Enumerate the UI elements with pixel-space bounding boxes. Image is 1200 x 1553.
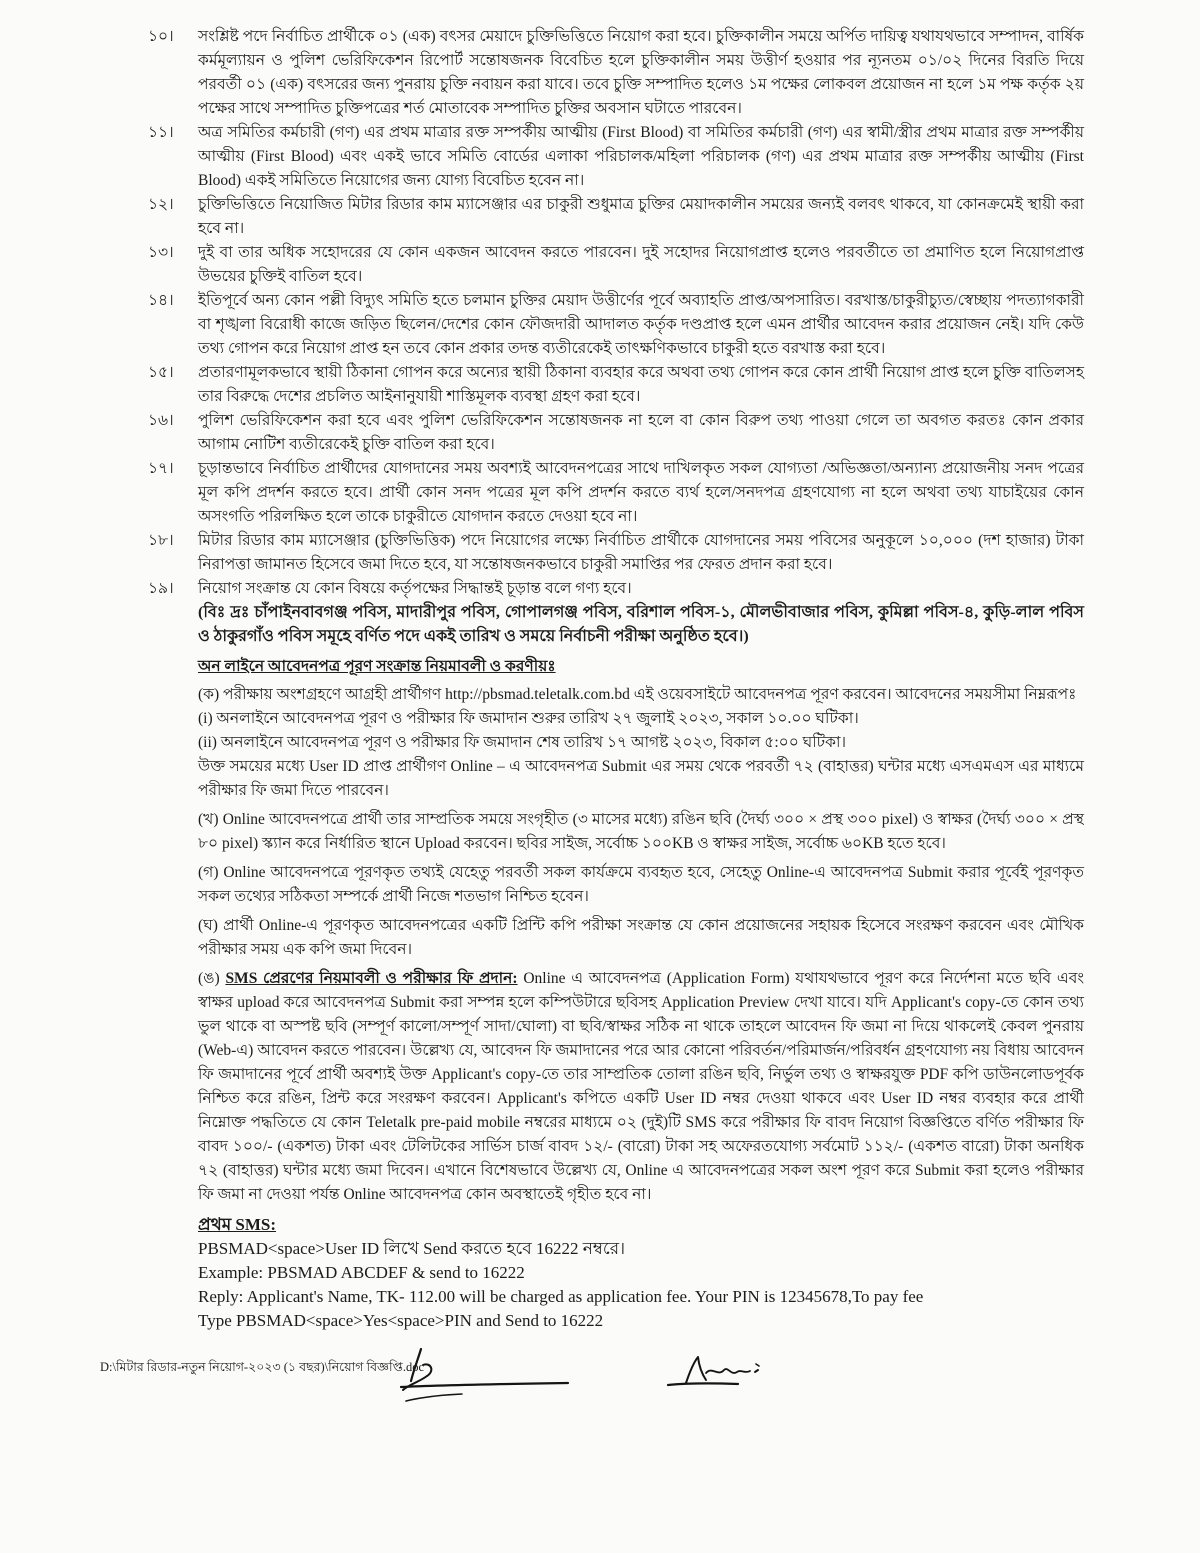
signature-left [400,1345,575,1419]
online-section-heading: অন লাইনে আবেদনপত্র পূরণ সংক্রান্ত নিয়মাবলী ও করণীয়ঃ [198,658,556,675]
clause-number: ১৯। [148,580,174,597]
clause-number: ১০। [148,28,174,45]
application-website-url: http://pbsmad.teletalk.com.bd [445,686,630,703]
signature-left-icon [400,1345,575,1415]
footer [100,1359,1084,1419]
signature-right [666,1351,771,1399]
item-ka-end-date: (ii) অনলাইনে আবেদনপত্র পূরণ ও পরীক্ষার ফি জমাদান শেষ তারিখ ১৭ আগষ্ট ২০২৩, বিকাল ৫:০০ ঘটিকা। [198,734,847,751]
clause-10 [140,25,1084,121]
item-ka [198,683,1084,707]
footer-file-path: D:\মিটার রিডার-নতুন নিয়োগ-২০২৩ (১ বছর)\নিয়োগ বিজ্ঞপ্তি.doc [100,1360,425,1374]
clause-17 [140,457,1084,529]
item-umo-body: Online এ আবেদনপত্র (Application Form) যথাযথভাবে পূরণ করে নির্দেশনা মতে ছবি এবং স্বাক্ষর upload করে আবেদনপত্র Submit করা সম্পন্ন হলে কম্পিউটারে ছবিসহ Application Preview দেখা যাবে। যদি Applicant's copy-তে কোন তথ্য ভুল থাকে বা অস্পষ্ট ছবি (সম্পূর্ণ কালো/সম্পূর্ণ সাদা/ঘোলা) বা ছবি/স্বাক্ষর সঠিক না থাকে তাহলে আবেদন ফি জমা না দিয়ে থাকলেই কেবল পুনরায় (Web-এ) আবেদন করতে পারবেন। উল্লেখ্য যে, আবেদন ফি জমাদানের পরে আর কোনো পরিবর্তন/পরিমার্জন/পরিবর্ধন গ্রহণযোগ্য নয় বিধায় আবেদন ফি জমাদানের পূর্বে প্রার্থী অবশ্যই উক্ত Applicant's copy-তে তার সাম্প্রতিক তোলা রঙিন ছবি, নির্ভুল তথ্য ও স্বাক্ষরযুক্ত PDF কপি ডাউনলোডপূর্বক নিশ্চিত করে রঙিন, প্রিন্ট করে সংরক্ষণ করবেন। Applicant's কপিতে একটি User ID নম্বর দেওয়া থাকবে এবং User ID নম্বর ব্যবহার করে প্রার্থী নিম্নোক্ত পদ্ধতিতে যে কোন Teletalk pre-paid mobile নম্বরের মাধ্যমে ০২ (দুই)টি SMS করে পরীক্ষার ফি বাবদ নিয়োগ বিজ্ঞপ্তিতে বর্ণিত পরীক্ষার ফি বাবদ ১০০/- (একশত) টাকা এবং টেলিটকের সার্ভিস চার্জ বাবদ ১২/- (বারো) টাকা সহ অফেরতযোগ্য সর্বমোট ১১২/- (একশত বারো) টাকা অনধিক ৭২ (বাহাত্তর) ঘন্টার মধ্যে জমা দিবেন। এখানে বিশেষভাবে উল্লেখ্য যে, Online এ আবেদনপত্রের সকল অংশ পূরণ করে Submit করা হলেও পরীক্ষার ফি জমা না দেওয়া পর্যন্ত Online আবেদনপত্র কোন অবস্থাতেই গৃহীত হবে না। [198,970,1085,1203]
signature-right-icon [666,1351,771,1395]
clause-text: ইতিপূর্বে অন্য কোন পল্লী বিদ্যুৎ সমিতি হতে চলমান চুক্তির মেয়াদ উত্তীর্ণের পূর্বে অব্যাহতি প্রাপ্ত/অপসারিত। বরখাস্ত/চাকুরীচ্যুত/স্বেচ্ছায় পদত্যাগকারী বা শৃঙ্খলা বিরোধী কাজে জড়িত ছিলেন/দেশের কোন ফৌজদারী আদালত কর্তৃক দণ্ডপ্রাপ্ত হলে এমন প্রার্থীর আবেদন করার প্রয়োজন নেই। যদি কেউ তথ্য গোপন করে নিয়োগ প্রাপ্ত হন তবে কোন প্রকার তদন্ত ব্যতীরেকেই তাৎক্ষণিকভাবে চাকুরী হতে বরখাস্ত করা হবে। [198,292,1084,357]
document-body [100,25,1085,1419]
clause-19-note: (বিঃ দ্রঃ চাঁপাইনবাবগঞ্জ পবিস, মাদারীপুর পবিস, গোপালগঞ্জ পবিস, বরিশাল পবিস-১, মৌলভীবাজার পবিস, কুমিল্লা পবিস-৪, কুড়ি-লাল পবিস ও ঠাকুরগাঁও পবিস সমূহে বর্ণিত পদে একই তারিখ ও সময়ে নির্বাচনী পরীক্ষা অনুষ্ঠিত হবে।) [198,604,1084,645]
clause-number: ১৫। [148,364,174,381]
clause-text: দুই বা তার অধিক সহোদরের যে কোন একজন আবেদন করতে পারবেন। দুই সহোদর নিয়োগপ্রাপ্ত হলেও পরবর্তীতে তা প্রমাণিত হলে নিয়োগপ্রাপ্ত উভয়ের চুক্তিই বাতিল হবে। [198,244,1084,285]
clause-14 [140,289,1084,361]
clause-number: ১৬। [148,412,174,429]
clause-13 [140,241,1084,289]
clause-number: ১২। [148,196,174,213]
online-application-section [198,655,1084,1333]
clause-15 [140,361,1084,409]
clause-number: ১৮। [148,532,174,549]
clause-number: ১১। [148,124,174,141]
sms-example-line: Example: PBSMAD ABCDEF & send to 16222 [198,1263,525,1282]
sms-instruction-line: PBSMAD<space>User ID লিখে Send করতে হবে 16222 নম্বরে। [198,1239,626,1258]
clause-18 [140,529,1084,577]
clause-text: অত্র সমিতির কর্মচারী (গণ) এর প্রথম মাত্রার রক্ত সম্পর্কীয় আত্মীয় (First Blood) বা সমিতির কর্মচারী (গণ) এর স্বামী/স্ত্রীর প্রথম মাত্রার রক্ত সম্পর্কীয় আত্মীয় (First Blood) এবং একই ভাবে সমিতি বোর্ডের এলাকা পরিচালক/মহিলা পরিচালক (গণ) এর প্রথম মাত্রার রক্ত সম্পর্কীয় আত্মীয় (First Blood) একই সমিতিতে নিয়োগের জন্য যোগ্য বিবেচিত হবেন না। [198,124,1084,189]
clause-text: নিয়োগ সংক্রান্ত যে কোন বিষয়ে কর্তৃপক্ষের সিদ্ধান্তই চূড়ান্ত বলে গণ্য হবে। [198,580,632,597]
item-ga: (গ) Online আবেদনপত্রে পূরণকৃত তথ্যই যেহেতু পরবর্তী সকল কার্যক্রমে ব্যবহৃত হবে, সেহেতু Online-এ আবেদনপত্র Submit করার পূর্বেই পূরণকৃত সকল তথ্যের সঠিকতা সম্পর্কে প্রার্থী নিজে শতভাগ নিশ্চিত হবেন। [198,864,1084,905]
clause-19 [140,577,1084,601]
item-umo-label: (ঙ) [198,970,226,987]
item-umo-title: SMS প্রেরণের নিয়মাবলী ও পরীক্ষার ফি প্রদান: [225,970,518,987]
item-kha: (খ) Online আবেদনপত্রে প্রার্থী তার সাম্প্রতিক সময়ে সংগৃহীত (৩ মাসের মধ্যে) রঙিন ছবি (দৈর্ঘ্য ৩০০ × প্রস্থ ৩০০ pixel) ও স্বাক্ষর (দৈর্ঘ্য ৩০০ × প্রস্থ ৮০ pixel) স্ক্যান করে নির্ধারিত স্থানে Upload করবেন। ছবির সাইজ, সর্বোচ্চ ১০০KB ও স্বাক্ষর সাইজ, সর্বোচ্চ ৬০KB হতে হবে। [198,811,1084,852]
item-ka-text-start: (ক) পরীক্ষায় অংশগ্রহণে আগ্রহী প্রার্থীগণ [198,686,446,703]
item-gha: (ঘ) প্রার্থী Online-এ পূরণকৃত আবেদনপত্রের একটি প্রিন্টি কপি পরীক্ষা সংক্রান্ত যে কোন প্রয়োজনের সহায়ক হিসেবে সংরক্ষণ করবেন এবং মৌখিক পরীক্ষার সময় এক কপি জমা দিবেন। [198,917,1084,958]
clause-text: মিটার রিডার কাম ম্যাসেঞ্জার (চুক্তিভিত্তিক) পদে নিয়োগের লক্ষ্যে নির্বাচিত প্রার্থীকে যোগদানের সময় পবিসের অনুকূলে ১০,০০০ (দশ হাজার) টাকা নিরাপত্তা জামানত হিসেবে জমা দিতে হবে, যা সন্তোষজনকভাবে চাকুরী সমাপ্তির পর ফেরত প্রদান করা হবে। [198,532,1084,573]
clause-text: প্রতারণামূলকভাবে স্থায়ী ঠিকানা গোপন করে অন্যের স্থায়ী ঠিকানা ব্যবহার করে অথবা তথ্য গোপন করে কোন প্রার্থী নিয়োগ প্রাপ্ত হলে চুক্তি বাতিলসহ তার বিরুদ্ধে দেশের প্রচলিত আইনানুযায়ী শাস্তিমূলক ব্যবস্থা গ্রহণ করা হবে। [198,364,1084,405]
clause-number: ১৭। [148,460,174,477]
clause-text: সংশ্লিষ্ট পদে নির্বাচিত প্রার্থীকে ০১ (এক) বৎসর মেয়াদে চুক্তিভিত্তিতে নিয়োগ করা হবে। চুক্তিকালীন সময়ে অর্পিত দায়িত্ব যথাযথভাবে সম্পাদন, বার্ষিক কর্মমূল্যায়ন ও পুলিশ ভেরিফিকেশন রিপোর্ট সন্তোষজনক বিবেচিত হলে চুক্তিকালীন সময় উত্তীর্ণ হওয়ার পর ন্যূনতম ০১/০২ দিনের বিরতি দিয়ে পরবর্তী ০১ (এক) বৎসরের জন্য পুনরায় চুক্তি নবায়ন করা যাবে। তবে চুক্তি সম্পাদিত হলেও ১ম পক্ষের লোকবল প্রয়োজন না হলে ১ম পক্ষ কর্তৃক ২য় পক্ষের সাথে সম্পাদিত চুক্তিপত্রের শর্ত মোতাবেক সম্পাদিত চুক্তির অবসান ঘটাতে পারবেন। [198,28,1084,117]
clause-16 [140,409,1084,457]
clause-text: চূড়ান্তভাবে নির্বাচিত প্রার্থীদের যোগদানের সময় অবশ্যই আবেদনপত্রের সাথে দাখিলকৃত সকল যোগ্যতা /অভিজ্ঞতা/অন্যান্য প্রয়োজনীয় সনদ পত্রের মূল কপি প্রদর্শন করতে হবে। প্রার্থী কোন সনদ পত্রের মূল কপি প্রদর্শন করতে ব্যর্থ হলে/সনদপত্র গ্রহণযোগ্য না হলে অথবা তথ্য যাচাইয়ের কোন অসংগতি পরিলক্ষিত হলে তাকে চাকুরীতে যোগদান করতে দেওয়া হবে না। [198,460,1084,525]
sms-reply-line-2: Type PBSMAD<space>Yes<space>PIN and Send to 16222 [198,1311,604,1330]
sms-reply-line: Reply: Applicant's Name, TK- 112.00 will be charged as application fee. Your PIN is 12345678,To pay fee [198,1287,924,1306]
clause-11 [140,121,1084,193]
first-sms-label: প্রথম SMS: [198,1215,277,1234]
item-umo [198,967,1084,1207]
clause-text: চুক্তিভিত্তিতে নিয়োজিত মিটার রিডার কাম ম্যাসেঞ্জার এর চাকুরী শুধুমাত্র চুক্তির মেয়াদকালীন সময়ের জন্যই বলবৎ থাকবে, যা কোনক্রমেই স্থায়ী করা হবে না। [198,196,1084,237]
clause-text: পুলিশ ভেরিফিকেশন করা হবে এবং পুলিশ ভেরিফিকেশন সন্তোষজনক না হলে বা কোন বিরুপ তথ্য পাওয়া গেলে তা অবগত করতঃ কোন প্রকার আগাম নোটিশ ব্যতীরেকেই চুক্তি বাতিল করা হবে। [198,412,1084,453]
clause-number: ১৪। [148,292,174,309]
clause-number: ১৩। [148,244,174,261]
clause-12 [140,193,1084,241]
item-ka-start-date: (i) অনলাইনে আবেদনপত্র পূরণ ও পরীক্ষার ফি জমাদান শুরুর তারিখ ২৭ জুলাই ২০২৩, সকাল ১০.০০ ঘটিকা। [198,710,859,727]
item-ka-note: উক্ত সময়ের মধ্যে User ID প্রাপ্ত প্রার্থীগণ Online – এ আবেদনপত্র Submit এর সময় থেকে পরবর্তী ৭২ (বাহাত্তর) ঘন্টার মধ্যে এসএমএস এর মাধ্যমে পরীক্ষার ফি জমা দিতে পারবেন। [198,758,1084,799]
item-ka-text-end: এই ওয়েবসাইটে আবেদনপত্র পূরণ করবেন। আবেদনের সময়সীমা নিম্নরূপঃ [629,686,1077,703]
